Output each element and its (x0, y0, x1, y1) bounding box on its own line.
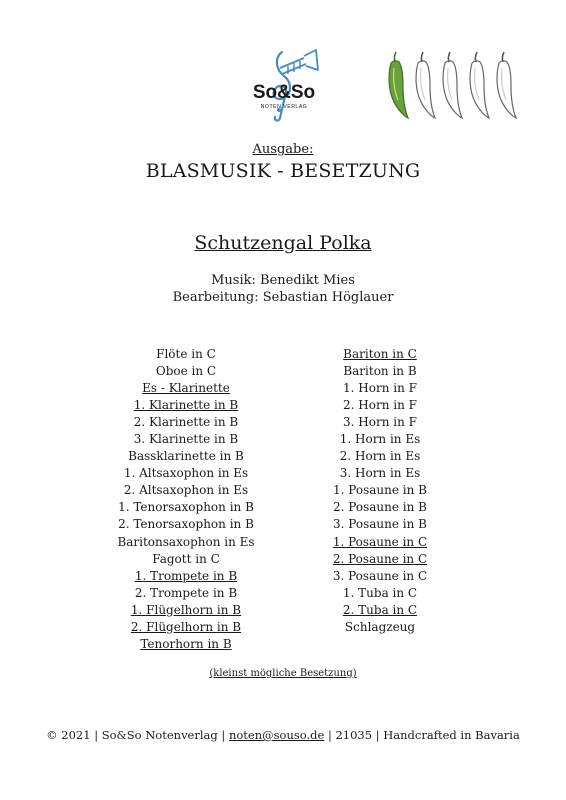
instrument-item: 1. Trompete in B (134, 568, 238, 583)
instrument-item: 1. Klarinette in B (133, 398, 239, 413)
instrument-item: 2. Tuba in C (342, 602, 418, 617)
instrument-item: Tenorhorn in B (140, 636, 232, 651)
instrument-item: 3. Horn in Es (339, 466, 421, 481)
instrument-item: Bariton in B (343, 364, 417, 379)
instrument-item: Es - Klarinette (142, 381, 230, 396)
instrument-item: 2. Trompete in B (134, 585, 238, 600)
instrument-item: 1. Altsaxophon in Es (123, 466, 249, 481)
logo-subtitle: NOTEN VERLAG (260, 104, 308, 110)
chili-pepper-outline-icon (497, 52, 516, 118)
trumpet-clef-logo-icon (246, 48, 322, 122)
composer-line: Musik: Benedikt Mies (211, 273, 355, 288)
instrument-item: 2. Posaune in C (332, 551, 428, 566)
instrument-item: 2. Flügelhorn in B (130, 619, 242, 634)
chili-pepper-outline-icon (443, 52, 462, 118)
footer-copyright: © 2021 | So&So Notenverlag | (46, 728, 229, 742)
instrument-list-right (280, 346, 480, 636)
instrument-item: Oboe in C (155, 364, 217, 379)
piece-title: Schutzengal Polka (194, 232, 372, 254)
instrument-item: 2. Altsaxophon in Es (123, 483, 249, 498)
instrument-item: 2. Horn in F (343, 398, 417, 413)
instrument-item: 1. Flügelhorn in B (130, 602, 242, 617)
instrument-item: Bassklarinette in B (128, 449, 244, 464)
instrument-item: 2. Klarinette in B (133, 415, 239, 430)
footer-details: | 21035 | Handcrafted in Bavaria (324, 728, 520, 742)
chili-rating-icons (382, 50, 522, 122)
instrument-item: 1. Horn in F (343, 381, 417, 396)
instrument-item: Schlagzeug (344, 619, 416, 634)
instrument-item: 1. Horn in Es (339, 432, 421, 447)
instrument-item: 2. Horn in Es (339, 449, 421, 464)
instrument-item: Flöte in C (156, 347, 216, 361)
chili-pepper-outline-icon (416, 52, 435, 118)
instrument-item: 3. Posaune in B (333, 517, 427, 532)
instrument-item: 2. Tenorsaxophon in B (118, 517, 254, 532)
instrument-item: Fagott in C (152, 551, 220, 566)
instrument-item: Bariton in C (343, 347, 417, 361)
minimum-instrumentation-note: (kleinst mögliche Besetzung) (209, 668, 357, 679)
credits (0, 272, 566, 306)
instrument-item: 1. Tuba in C (342, 585, 418, 600)
edition-title: BLASMUSIK - BESETZUNG (145, 160, 421, 182)
difficulty-rating (382, 50, 522, 122)
instrument-item: 3. Horn in F (343, 415, 417, 430)
footer (0, 728, 566, 742)
arranger-line: Bearbeitung: Sebastian Höglauer (172, 290, 394, 305)
edition-label: Ausgabe: (252, 142, 314, 157)
instrument-item: 1. Tenorsaxophon in B (118, 500, 254, 515)
footer-email-link[interactable]: noten@souso.de (228, 728, 325, 742)
chili-pepper-filled-icon (389, 52, 408, 118)
instrument-item: 1. Posaune in B (333, 483, 427, 498)
instrument-item: Baritonsaxophon in Es (117, 534, 255, 549)
chili-pepper-outline-icon (470, 52, 489, 118)
logo-brand: So&So (252, 82, 316, 103)
instrument-item: 3. Posaune in C (332, 568, 428, 583)
instrument-item: 3. Klarinette in B (133, 432, 239, 447)
publisher-logo (246, 48, 322, 122)
instrument-item: 1. Posaune in C (332, 534, 428, 549)
instrument-item: 2. Posaune in B (333, 500, 427, 515)
instrument-list-left (86, 346, 286, 653)
